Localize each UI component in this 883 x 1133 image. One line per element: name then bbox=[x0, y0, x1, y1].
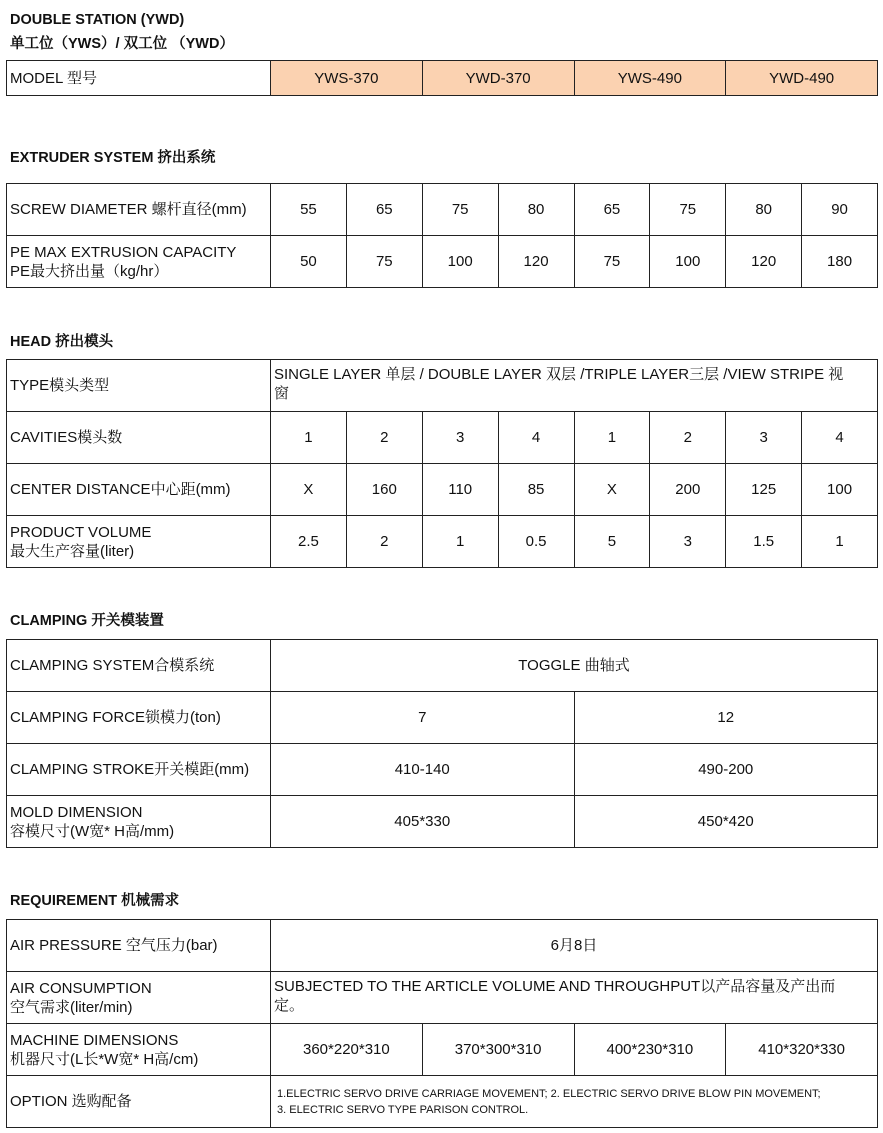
row-label bbox=[7, 236, 271, 288]
value-cell: 75 bbox=[574, 236, 650, 288]
value-cell: 2 bbox=[650, 412, 726, 464]
value-cell: 3 bbox=[726, 412, 802, 464]
air-consumption-value-line-1: SUBJECTED TO THE ARTICLE VOLUME AND THROUGHPUT以产品容量及产出而 bbox=[274, 978, 836, 995]
value-cell: 80 bbox=[726, 184, 802, 236]
value-cell: 75 bbox=[346, 236, 422, 288]
value-cell: 7 bbox=[271, 692, 575, 744]
value-cell: 75 bbox=[650, 184, 726, 236]
value-cell: 410-140 bbox=[271, 744, 575, 796]
value-cell: 490-200 bbox=[574, 744, 878, 796]
table-row bbox=[7, 796, 878, 848]
row-label-line-2: 最大生产容量(liter) bbox=[10, 542, 135, 560]
table-row bbox=[7, 184, 878, 236]
row-label bbox=[7, 464, 271, 516]
table-row bbox=[7, 412, 878, 464]
value-cell: 0.5 bbox=[498, 516, 574, 568]
value-cell: 1 bbox=[271, 412, 347, 464]
table-row bbox=[7, 464, 878, 516]
value-cell: 3 bbox=[422, 412, 498, 464]
value-cell: 1 bbox=[574, 412, 650, 464]
row-label-line-2: PE最大挤出量（kg/hr） bbox=[10, 262, 169, 280]
model-row bbox=[7, 61, 878, 96]
table-row bbox=[7, 516, 878, 568]
row-label bbox=[7, 744, 271, 796]
air-consumption-label-line-2: 空气需求(liter/min) bbox=[10, 998, 133, 1016]
model-cell: YWS-370 bbox=[271, 61, 423, 96]
table-row bbox=[7, 236, 878, 288]
value-cell: 1 bbox=[802, 516, 878, 568]
air-pressure-label: AIR PRESSURE 空气压力(bar) bbox=[7, 920, 271, 972]
value-cell: 180 bbox=[802, 236, 878, 288]
model-cell: YWD-370 bbox=[422, 61, 574, 96]
table-row bbox=[7, 1076, 878, 1128]
doc-title-cn: 单工位（YWS）/ 双工位 （YWD） bbox=[10, 36, 234, 52]
clamping-system-value: TOGGLE 曲轴式 bbox=[271, 640, 878, 692]
clamping-system-label: CLAMPING SYSTEM合模系统 bbox=[7, 640, 271, 692]
air-consumption-value bbox=[271, 972, 878, 1024]
row-label bbox=[7, 796, 271, 848]
requirement-table bbox=[6, 919, 878, 1128]
value-cell: 125 bbox=[726, 464, 802, 516]
value-cell: 110 bbox=[422, 464, 498, 516]
type-value bbox=[271, 360, 878, 412]
option-label: OPTION 选购配备 bbox=[7, 1076, 271, 1128]
requirement-title: REQUIREMENT 机械需求 bbox=[10, 893, 180, 909]
air-pressure-value: 6月8日 bbox=[271, 920, 878, 972]
value-cell: 1 bbox=[422, 516, 498, 568]
clamping-title: CLAMPING 开关模装置 bbox=[10, 613, 164, 629]
row-label-line-1: PE MAX EXTRUSION CAPACITY bbox=[10, 243, 237, 261]
machine-dimensions-label bbox=[7, 1024, 271, 1076]
model-cell: YWS-490 bbox=[574, 61, 726, 96]
value-cell: 100 bbox=[802, 464, 878, 516]
value-cell: 90 bbox=[802, 184, 878, 236]
machine-dimensions-label-line-1: MACHINE DIMENSIONS bbox=[10, 1031, 179, 1049]
doc-title-en: DOUBLE STATION (YWD) bbox=[10, 12, 185, 28]
value-cell: 100 bbox=[422, 236, 498, 288]
table-row bbox=[7, 972, 878, 1024]
value-cell: 200 bbox=[650, 464, 726, 516]
option-value-line-2: 3. ELECTRIC SERVO TYPE PARISON CONTROL. bbox=[277, 1103, 529, 1116]
value-cell: 5 bbox=[574, 516, 650, 568]
value-cell: X bbox=[271, 464, 347, 516]
table-row bbox=[7, 920, 878, 972]
table-row bbox=[7, 744, 878, 796]
row-label-line-2: 容模尺寸(W宽* H高/mm) bbox=[10, 822, 175, 840]
air-consumption-value-line-2: 定。 bbox=[274, 997, 305, 1014]
value-cell: 65 bbox=[346, 184, 422, 236]
value-cell: 12 bbox=[574, 692, 878, 744]
head-title: HEAD 挤出模头 bbox=[10, 334, 114, 350]
value-cell: 3 bbox=[650, 516, 726, 568]
value-cell: 2 bbox=[346, 412, 422, 464]
row-label-line-1: PRODUCT VOLUME bbox=[10, 523, 152, 541]
value-cell: 2 bbox=[346, 516, 422, 568]
value-cell: 50 bbox=[271, 236, 347, 288]
air-consumption-label-line-1: AIR CONSUMPTION bbox=[10, 979, 152, 997]
extruder-table bbox=[6, 183, 878, 288]
model-cell: YWD-490 bbox=[726, 61, 878, 96]
row-label-line-1: CENTER DISTANCE中心距(mm) bbox=[10, 481, 231, 498]
clamping-table bbox=[6, 639, 878, 848]
option-value-line-1: 1.ELECTRIC SERVO DRIVE CARRIAGE MOVEMENT; 2. ELECTRIC SERVO DRIVE BLOW PIN MOVEMENT; bbox=[277, 1087, 821, 1100]
head-table bbox=[6, 359, 878, 568]
row-label bbox=[7, 184, 271, 236]
option-value bbox=[271, 1076, 878, 1128]
row-label-line-1: MOLD DIMENSION bbox=[10, 803, 143, 821]
machine-dimensions-value: 360*220*310 bbox=[271, 1024, 423, 1076]
value-cell: 65 bbox=[574, 184, 650, 236]
machine-dimensions-value: 400*230*310 bbox=[574, 1024, 726, 1076]
value-cell: 450*420 bbox=[574, 796, 878, 848]
value-cell: 120 bbox=[498, 236, 574, 288]
value-cell: 4 bbox=[498, 412, 574, 464]
extruder-title: EXTRUDER SYSTEM 挤出系统 bbox=[10, 150, 216, 166]
row-label bbox=[7, 412, 271, 464]
row-label-line-1: SCREW DIAMETER 螺杆直径(mm) bbox=[10, 201, 247, 218]
value-cell: 100 bbox=[650, 236, 726, 288]
air-consumption-label bbox=[7, 972, 271, 1024]
value-cell: 120 bbox=[726, 236, 802, 288]
row-label bbox=[7, 516, 271, 568]
type-label: TYPE模头类型 bbox=[7, 360, 271, 412]
machine-dimensions-label-line-2: 机器尺寸(L长*W宽* H高/cm) bbox=[10, 1050, 199, 1068]
machine-dimensions-value: 410*320*330 bbox=[726, 1024, 878, 1076]
value-cell: 85 bbox=[498, 464, 574, 516]
value-cell: 2.5 bbox=[271, 516, 347, 568]
value-cell: 405*330 bbox=[271, 796, 575, 848]
value-cell: 1.5 bbox=[726, 516, 802, 568]
type-value-line-1: SINGLE LAYER 单层 / DOUBLE LAYER 双层 /TRIPLE LAYER三层 /VIEW STRIPE 视 bbox=[274, 366, 844, 383]
row-label-line-1: CLAMPING STROKE开关模距(mm) bbox=[10, 761, 250, 778]
model-label: MODEL 型号 bbox=[7, 61, 271, 96]
type-value-line-2: 窗 bbox=[274, 385, 290, 402]
row-label-line-1: CAVITIES模头数 bbox=[10, 429, 123, 446]
model-table bbox=[6, 60, 878, 96]
value-cell: 4 bbox=[802, 412, 878, 464]
table-row bbox=[7, 360, 878, 412]
value-cell: 160 bbox=[346, 464, 422, 516]
row-label-line-1: CLAMPING FORCE锁模力(ton) bbox=[10, 709, 221, 726]
value-cell: 80 bbox=[498, 184, 574, 236]
table-row bbox=[7, 1024, 878, 1076]
value-cell: 55 bbox=[271, 184, 347, 236]
value-cell: 75 bbox=[422, 184, 498, 236]
table-row bbox=[7, 640, 878, 692]
row-label bbox=[7, 692, 271, 744]
table-row bbox=[7, 692, 878, 744]
machine-dimensions-value: 370*300*310 bbox=[422, 1024, 574, 1076]
value-cell: X bbox=[574, 464, 650, 516]
